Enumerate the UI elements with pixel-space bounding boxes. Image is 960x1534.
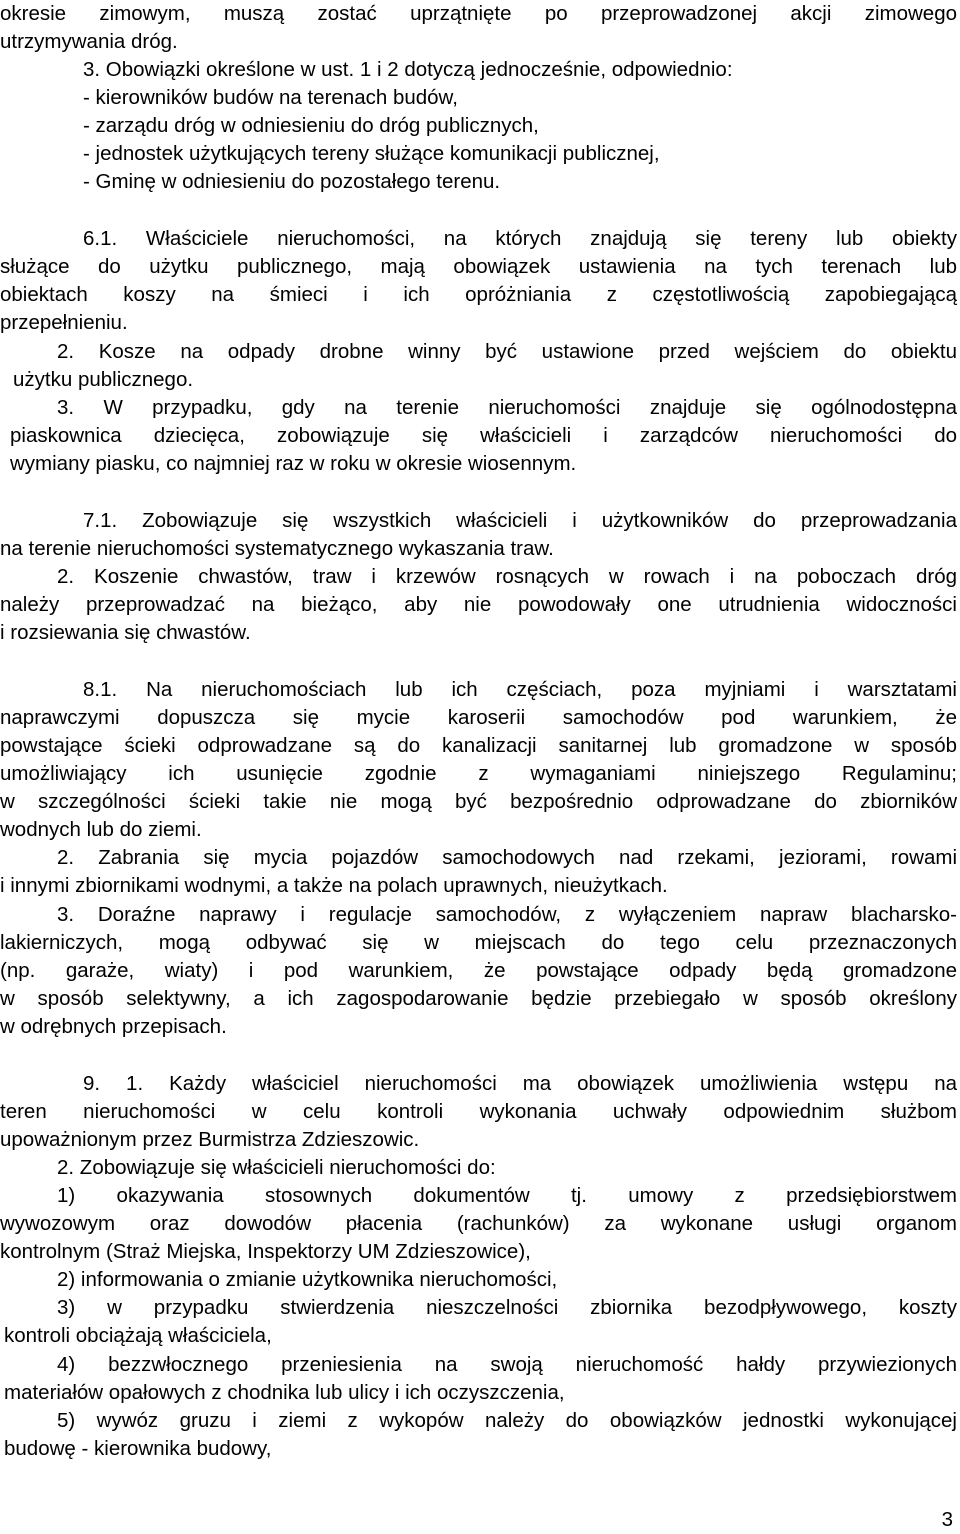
text-line: 6.1. Właściciele nieruchomości, na których znajdują się tereny lub obiekty xyxy=(83,227,957,250)
text-line: okresie zimowym, muszą zostać uprzątnięte po przeprowadzonej akcji zimowego xyxy=(0,2,957,25)
text-line: obiektach koszy na śmieci i ich opróżniania z częstotliwością zapobiegającą xyxy=(0,283,957,306)
text-line: utrzymywania dróg. xyxy=(0,30,178,53)
text-line: teren nieruchomości w celu kontroli wykonania uchwały odpowiednim służbom xyxy=(0,1100,957,1123)
page-number: 3 xyxy=(941,1508,953,1531)
text-line: należy przeprowadzać na bieżąco, aby nie powodowały one utrudnienia widoczności xyxy=(0,593,957,616)
text-line: umożliwiający ich usunięcie zgodnie z wymaganiami niniejszego Regulaminu; xyxy=(0,762,957,785)
text-line: wodnych lub do ziemi. xyxy=(0,818,202,841)
text-line: w sposób selektywny, a ich zagospodarowanie będzie przebiegało w sposób określony xyxy=(0,987,957,1010)
text-line: na terenie nieruchomości systematycznego wykaszania traw. xyxy=(0,537,554,560)
text-line: 3. Obowiązki określone w ust. 1 i 2 dotyczą jednocześnie, odpowiednio: xyxy=(83,58,733,81)
text-line: 3. W przypadku, gdy na terenie nieruchomości znajduje się ogólnodostępna xyxy=(57,396,957,419)
text-line: wymiany piasku, co najmniej raz w roku w okresie wiosennym. xyxy=(10,452,577,475)
text-line: użytku publicznego. xyxy=(13,368,194,391)
text-line: 7.1. Zobowiązuje się wszystkich właścicieli i użytkowników do przeprowadzania xyxy=(83,509,957,532)
text-line: i rozsiewania się chwastów. xyxy=(0,621,251,644)
text-line: 5) wywóz gruzu i ziemi z wykopów należy do obowiązków jednostki wykonującej xyxy=(57,1409,957,1432)
text-line: 3) w przypadku stwierdzenia nieszczelności zbiornika bezodpływowego, koszty xyxy=(57,1296,957,1319)
text-line: 1) okazywania stosownych dokumentów tj. umowy z przedsiębiorstwem xyxy=(57,1184,957,1207)
text-line: w szczególności ścieki takie nie mogą być bezpośrednio odprowadzane do zbiorników xyxy=(0,790,957,813)
text-line: 3. Doraźne naprawy i regulacje samochodów, z wyłączeniem napraw blacharsko- xyxy=(57,903,957,926)
text-line: - jednostek użytkujących tereny służące komunikacji publicznej, xyxy=(83,142,660,165)
text-line: - Gminę w odniesieniu do pozostałego terenu. xyxy=(83,170,501,193)
text-line: 2. Zabrania się mycia pojazdów samochodowych nad rzekami, jeziorami, rowami xyxy=(57,846,957,869)
text-line: - kierowników budów na terenach budów, xyxy=(83,86,458,109)
text-line: 2) informowania o zmianie użytkownika nieruchomości, xyxy=(57,1268,558,1291)
text-line: w odrębnych przepisach. xyxy=(0,1015,227,1038)
text-line: 2. Kosze na odpady drobne winny być ustawione przed wejściem do obiektu xyxy=(57,340,957,363)
text-line: budowę - kierownika budowy, xyxy=(4,1437,272,1460)
text-line: służące do użytku publicznego, mają obowiązek ustawienia na tych terenach lub xyxy=(0,255,957,278)
text-line: przepełnieniu. xyxy=(0,311,128,334)
text-line: upoważnionym przez Burmistrza Zdzieszowic. xyxy=(0,1128,420,1151)
text-line: (np. garaże, wiaty) i pod warunkiem, że powstające odpady będą gromadzone xyxy=(0,959,957,982)
text-line: kontroli obciążają właściciela, xyxy=(4,1324,272,1347)
text-line: lakierniczych, mogą odbywać się w miejscach do tego celu przeznaczonych xyxy=(0,931,957,954)
text-line: 2. Koszenie chwastów, traw i krzewów rosnących w rowach i na poboczach dróg xyxy=(57,565,957,588)
text-line: naprawczymi dopuszcza się mycie karoserii samochodów pod warunkiem, że xyxy=(0,706,957,729)
text-line: i innymi zbiornikami wodnymi, a także na polach uprawnych, nieużytkach. xyxy=(0,874,668,897)
text-line: - zarządu dróg w odniesieniu do dróg publicznych, xyxy=(83,114,539,137)
text-line: 2. Zobowiązuje się właścicieli nieruchomości do: xyxy=(57,1156,496,1179)
text-line: 8.1. Na nieruchomościach lub ich częściach, poza myjniami i warsztatami xyxy=(83,678,957,701)
text-line: kontrolnym (Straż Miejska, Inspektorzy UM Zdzieszowice), xyxy=(0,1240,531,1263)
text-line: piaskownica dziecięca, zobowiązuje się właścicieli i zarządców nieruchomości do xyxy=(10,424,957,447)
text-line: 9. 1. Każdy właściciel nieruchomości ma obowiązek umożliwienia wstępu na xyxy=(83,1072,957,1095)
text-line: 4) bezzwłocznego przeniesienia na swoją nieruchomość hałdy przywiezionych xyxy=(57,1353,957,1376)
text-line: materiałów opałowych z chodnika lub ulicy i ich oczyszczenia, xyxy=(4,1381,565,1404)
text-line: wywozowym oraz dowodów płacenia (rachunków) za wykonane usługi organom xyxy=(0,1212,957,1235)
text-line: powstające ścieki odprowadzane są do kanalizacji sanitarnej lub gromadzone w sposób xyxy=(0,734,957,757)
